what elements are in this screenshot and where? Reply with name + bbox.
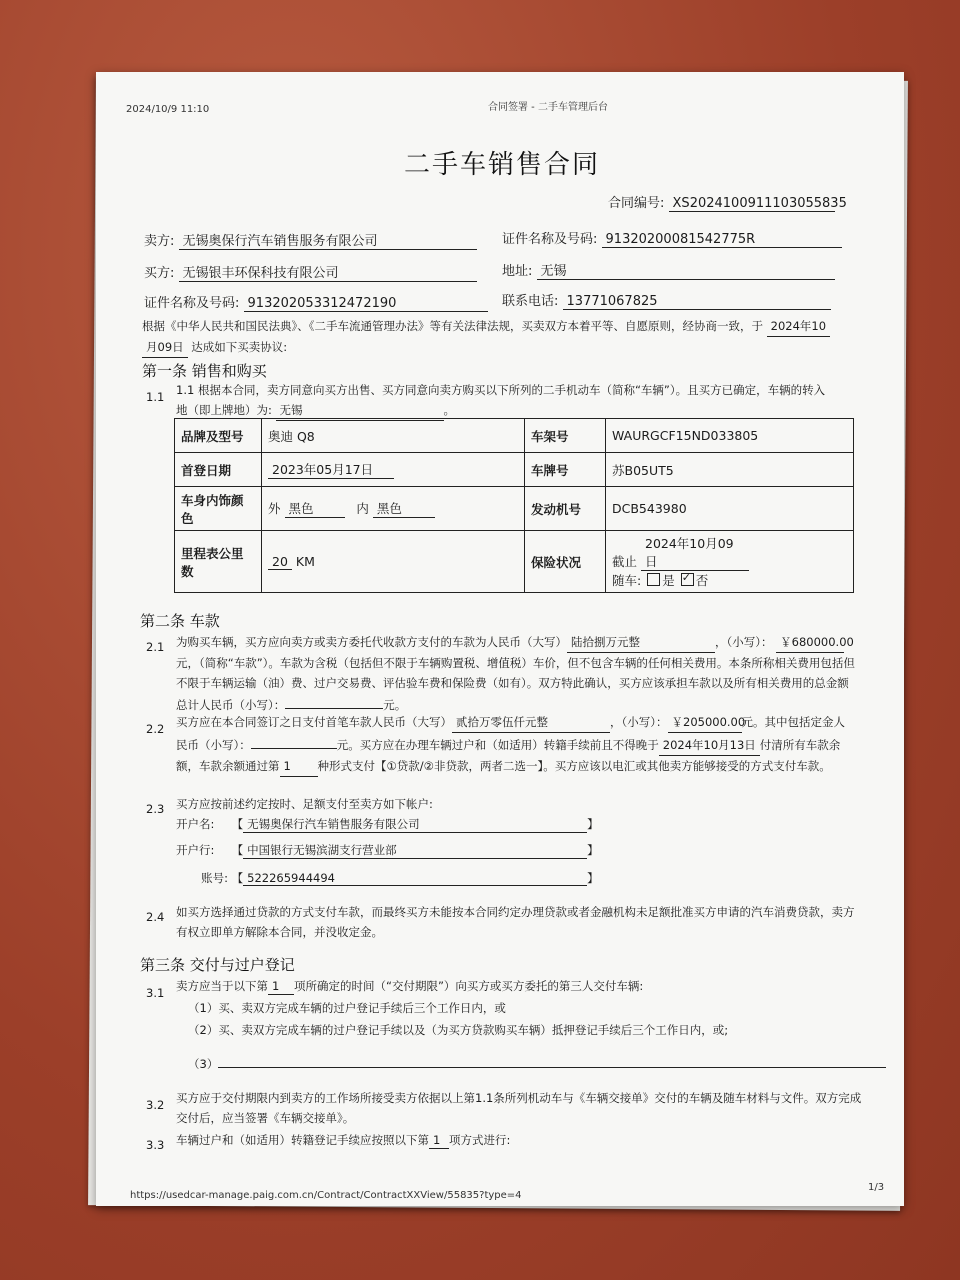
plate-value: 苏B05UT5	[606, 453, 854, 487]
seller-label: 卖方:	[144, 234, 175, 249]
insurance-until-date: 2024年10月09日	[641, 534, 749, 571]
clause-2-1-text-d: 元。	[383, 698, 407, 712]
reg-date-value: 2023年05月17日	[268, 460, 394, 479]
buyer-address-label: 地址:	[502, 264, 533, 279]
contract-page	[96, 72, 904, 1206]
contract-no-label: 合同编号:	[608, 196, 665, 211]
article2-title: 第二条 车款	[140, 612, 220, 630]
mileage-label: 里程表公里数	[175, 531, 262, 593]
buyer-phone-value: 13771067825	[563, 294, 831, 310]
clause-no: 2.3	[146, 802, 165, 816]
account-name-value: 无锡奥保行汽车销售服务有限公司	[243, 816, 587, 833]
contract-no-value: XS2024100911103055835	[669, 196, 835, 212]
color-cell	[262, 487, 525, 531]
preamble	[142, 316, 830, 358]
clause-2-2-text-e: 付清所有车款余额，车款余额通过第	[176, 738, 841, 773]
deposit-blank	[251, 733, 337, 749]
plate-label: 车牌号	[525, 453, 606, 487]
clause-3-3-text-b: 项方式进行:	[449, 1133, 511, 1147]
payment-method: 1	[280, 756, 318, 777]
clause-no: 3.1	[146, 986, 165, 1000]
registration-place: 无锡	[276, 400, 444, 421]
article1-title: 第一条 销售和购买	[142, 362, 267, 380]
final-payment-date: 2024年10月13日	[659, 735, 760, 756]
insurance-until-label: 截止	[612, 554, 638, 569]
print-time: 2024/10/9 11:10	[126, 104, 210, 115]
bank-label: 开户行:	[176, 843, 215, 857]
buyer-name: 无锡银丰环保科技有限公司	[179, 262, 477, 282]
brand-label: 品牌及型号	[175, 419, 262, 453]
clause-no: 2.2	[146, 722, 165, 736]
footer-url: https://usedcar-manage.paig.com.cn/Contract/ContractXXView/55835?type=4	[130, 1190, 522, 1201]
buyer-id-label: 证件名称及号码:	[144, 296, 240, 311]
delivery-option-3-row	[188, 1052, 886, 1072]
delivery-option-3-blank	[218, 1052, 886, 1068]
account-no-value: 522265944494	[243, 871, 587, 886]
seller-id-value: 91320200081542775R	[602, 232, 842, 248]
clause-no: 3.3	[146, 1138, 165, 1152]
price-upper: 陆拾捌万元整	[567, 632, 715, 653]
buyer-id-row	[144, 292, 488, 312]
insurance-no-checkbox[interactable]	[681, 573, 694, 586]
bracket-close: 】	[587, 871, 599, 885]
delivery-option-3: （3）	[188, 1057, 219, 1071]
vehicle-info-table	[174, 418, 854, 593]
clause-3-1	[176, 978, 643, 995]
clause-2-2-text: 买方应在本合同签订之日支付首笔车款人民币（大写）	[176, 715, 452, 729]
clause-2-2-text-d: 元。买方应在办理车辆过户和（如适用）转籍手续前且不得晚于	[336, 738, 659, 752]
table-row	[175, 419, 854, 453]
clause-3-1-text: 卖方应当于以下第	[176, 979, 268, 993]
seller-row	[144, 230, 477, 250]
bracket-open: 【	[231, 843, 244, 857]
buyer-address-row	[502, 260, 835, 280]
total-amount-blank	[285, 693, 383, 709]
bank-row	[176, 842, 599, 859]
bracket-close: 】	[587, 817, 599, 831]
vin-label: 车架号	[525, 419, 606, 453]
account-no-row	[176, 870, 599, 886]
preamble-end: 达成如下买卖协议:	[191, 340, 288, 354]
delivery-option: 1	[268, 979, 294, 995]
browser-page-title: 合同签署 - 二手车管理后台	[488, 102, 608, 113]
insurance-yes-checkbox[interactable]	[647, 573, 660, 586]
transfer-option: 1	[429, 1133, 449, 1149]
clause-2-1	[176, 632, 856, 715]
vin-value: WAURGCF15ND033805	[606, 419, 854, 453]
doc-title: 二手车销售合同	[404, 150, 601, 180]
exterior-color: 黑色	[285, 499, 345, 518]
brand-value: 奥迪 Q8	[262, 419, 525, 453]
clause-no: 2.4	[146, 910, 165, 924]
color-label: 车身内饰颜色	[175, 487, 262, 531]
article3-title: 第三条 交付与过户登记	[140, 956, 295, 974]
insurance-cell	[606, 531, 854, 593]
clause-2-2-text-f: 种形式支付【①贷款/②非贷款，两者二选一】。买方应该以电汇或其他卖方能够接受的方式支付车款。	[317, 759, 831, 773]
clause-no: 1.1	[146, 390, 165, 404]
clause-3-3	[176, 1132, 510, 1149]
exterior-label: 外	[268, 501, 281, 516]
reg-date-label: 首登日期	[175, 453, 262, 487]
buyer-phone-label: 联系电话:	[502, 294, 559, 309]
clause-2-3-text: 买方应按前述约定按时、足额支付至卖方如下帐户:	[176, 797, 433, 811]
buyer-id-value: 913202053312472190	[244, 296, 488, 312]
clause-2-2-text-c: 元。其中包括定金人民币（小写）：	[176, 715, 845, 752]
contract-no-row	[608, 192, 847, 212]
down-payment-upper: 贰拾万零伍仟元整	[452, 712, 610, 733]
insurance-follow-label: 随车:	[612, 573, 642, 588]
clause-no: 3.2	[146, 1098, 165, 1112]
buyer-row	[144, 262, 477, 282]
mileage-cell	[262, 531, 525, 593]
interior-color: 黑色	[373, 499, 435, 518]
insurance-no-label: 否	[695, 573, 709, 588]
seller-name: 无锡奥保行汽车销售服务有限公司	[179, 230, 477, 250]
down-payment-lower: ￥205000.00	[668, 712, 742, 733]
table-row	[175, 531, 854, 593]
buyer-label: 买方:	[144, 266, 175, 281]
agreement-date-day: 月09日	[142, 337, 188, 358]
table-row	[175, 487, 854, 531]
buyer-address-value: 无锡	[537, 260, 835, 280]
page-number: 1/3	[868, 1182, 885, 1193]
engine-value: DCB543980	[606, 487, 854, 531]
clause-2-2-text-b: ，（小写）：	[610, 715, 668, 729]
clause-3-2-text: 买方应于交付期限内到卖方的工作场所接受卖方依据以上第1.1条所列机动车与《车辆交接单》交付的车辆及随车材料与文件。双方完成交付后，应当签署《车辆交接单》。	[176, 1091, 862, 1125]
clause-2-1-text-c: 元，（简称“车款”）。车款为含税（包括但不限于车辆购置税、增值税）车价，但不包含车辆的任何相关费用。本条所称相关费用包括但不限于车辆运输（油）费、过户交易费、评估验车费和保险费（如有）。双方特此确认，买方应该承担车款以及所有相关费用的总金额总计人民币（小写）：	[176, 656, 855, 712]
preamble-text: 根据《中华人民共和国民法典》、《二手车流通管理办法》等有关法律法规，买卖双方本着平等、自愿原则，经协商一致，于	[142, 319, 763, 333]
bank-value: 中国银行无锡滨湖支行营业部	[243, 842, 587, 859]
price-lower: ￥680000.00	[776, 632, 844, 653]
engine-label: 发动机号	[525, 487, 606, 531]
clause-1-1-text: 1.1 根据本合同，卖方同意向买方出售、买方同意向卖方购买以下所列的二手机动车（简称“车辆”）。且买方已确定，车辆的转入	[176, 383, 826, 397]
seller-id-row	[502, 228, 842, 248]
agreement-date-year-month: 2024年10	[767, 316, 830, 337]
account-name-row	[176, 816, 599, 833]
reg-date-cell	[262, 453, 525, 487]
bracket-close: 】	[587, 843, 599, 857]
seller-id-label: 证件名称及号码:	[502, 232, 598, 247]
table-row	[175, 453, 854, 487]
delivery-option-1: （1）买、卖双方完成车辆的过户登记手续后三个工作日内，或	[188, 1001, 506, 1015]
buyer-phone-row	[502, 290, 831, 310]
clause-1-1-text2: 地（即上牌地）为:	[176, 403, 272, 417]
mileage-unit: KM	[295, 553, 315, 569]
account-name-label: 开户名:	[176, 817, 215, 831]
interior-label: 内	[356, 501, 369, 516]
clause-2-2	[176, 712, 856, 777]
clause-no: 2.1	[146, 640, 165, 654]
account-no-label: 账号:	[201, 871, 228, 885]
insurance-label: 保险状况	[525, 531, 606, 593]
bracket-open: 【	[231, 817, 244, 831]
bracket-open: 【	[231, 871, 244, 885]
clause-1-1: 1.1 根据本合同，卖方同意向买方出售、买方同意向卖方购买以下所列的二手机动车（简称“车辆”）。且买方已确定，车辆的转入 地（即上牌地）为: 无锡 。	[176, 380, 825, 421]
clause-3-1-text-b: 项所确定的时间（“交付期限”）向买方或买方委托的第三人交付车辆:	[294, 979, 644, 993]
clause-3-3-text: 车辆过户和（如适用）转籍登记手续应按照以下第	[176, 1133, 429, 1147]
mileage-value: 20	[268, 554, 292, 570]
insurance-yes-label: 是	[662, 573, 675, 588]
clause-2-4-text: 如买方选择通过贷款的方式支付车款，而最终买方未能按本合同约定办理贷款或者金融机构未足额批准买方申请的汽车消费贷款，卖方有权立即单方解除本合同，并没收定金。	[176, 905, 855, 939]
clause-2-1-text: 为购买车辆，买方应向卖方或卖方委托代收款方支付的车款为人民币（大写）	[176, 635, 567, 649]
delivery-option-2: （2）买、卖双方完成车辆的过户登记手续以及（为买方贷款购买车辆）抵押登记手续后三个工作日内，或;	[188, 1023, 729, 1037]
clause-2-1-text-b: ，（小写）：	[715, 635, 773, 649]
